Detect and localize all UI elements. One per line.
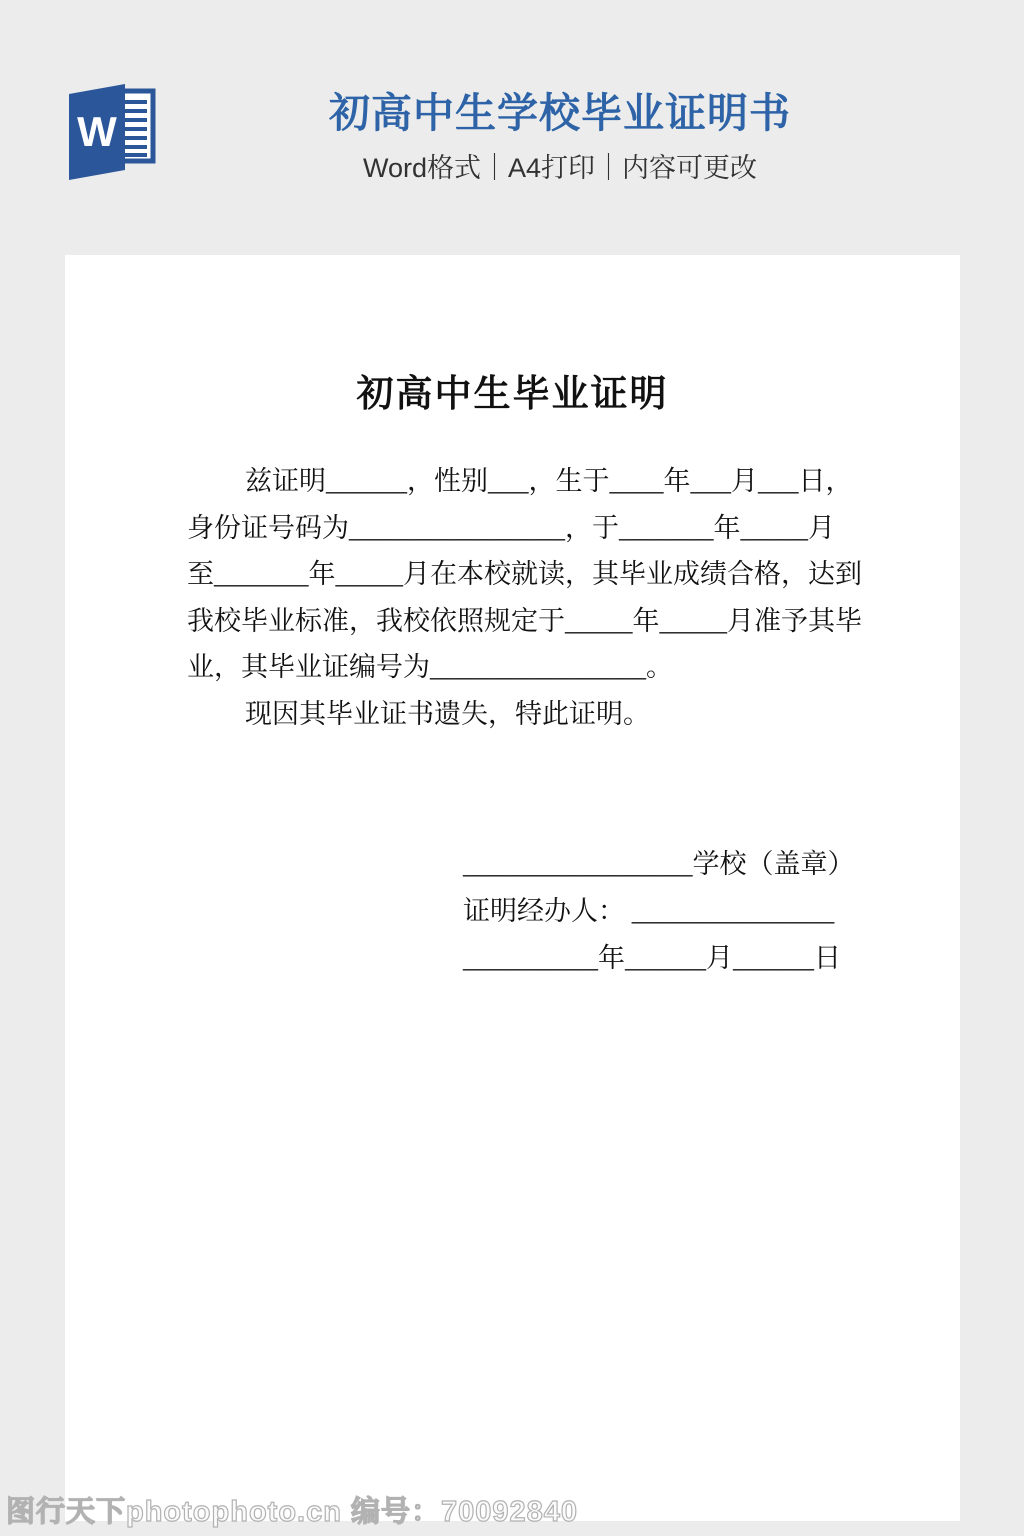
header-text-block bbox=[160, 88, 960, 183]
site-watermark: 图行天下photophoto.cn 编号：70092840 bbox=[6, 1496, 579, 1528]
svg-text:W: W bbox=[77, 108, 117, 155]
body-line-2: 身份证号码为________________，于_______年_____月 bbox=[187, 512, 835, 543]
signature-date-line: __________年______月______日 bbox=[463, 943, 841, 973]
body-line-6: 现因其毕业证书遗失，特此证明。 bbox=[245, 698, 650, 729]
signature-block bbox=[463, 841, 855, 982]
body-line-5: 业，其毕业证编号为________________。 bbox=[187, 652, 673, 682]
body-line-4: 我校毕业标准，我校依照规定于_____年_____月准予其毕 bbox=[187, 605, 862, 636]
page-subtitle: Word格式｜A4打印｜内容可更改 bbox=[362, 153, 758, 183]
page-title: 初高中生学校毕业证明书 bbox=[329, 90, 791, 136]
document-body bbox=[187, 458, 862, 737]
body-line-3: 至_______年_____月在本校就读，其毕业成绩合格，达到 bbox=[187, 559, 862, 589]
signature-handler-line: 证明经办人： _______________ bbox=[463, 896, 835, 926]
body-line-1: 兹证明______，性别___，生于____年___月___日， bbox=[245, 466, 853, 496]
word-icon bbox=[63, 82, 160, 181]
document-sheet bbox=[65, 255, 960, 1521]
document-title: 初高中生毕业证明 bbox=[356, 374, 669, 415]
signature-school-line: _________________学校（盖章） bbox=[463, 849, 855, 879]
